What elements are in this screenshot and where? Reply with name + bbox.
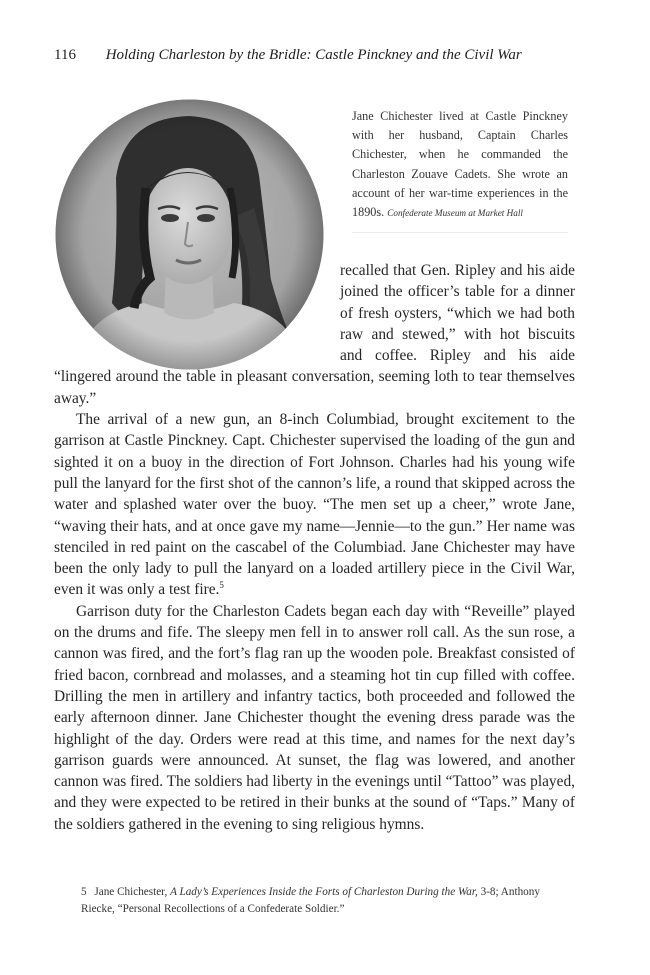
footnote-rest: 3-8; Anthony Riecke, “Personal Recollections of a Confederate Soldier.” xyxy=(81,886,540,915)
caption-text: Jane Chichester lived at Castle Pinckney with her husband, Captain Charles Chichester, when he commanded the Charleston Zouave Cadets. She wrote an account of her war-time experiences in the 1890s. xyxy=(352,109,568,220)
running-head xyxy=(54,47,554,64)
paragraph-2 xyxy=(54,409,575,601)
image-wrap-space xyxy=(54,260,340,366)
footnote xyxy=(81,884,551,918)
footnote-number: 5 xyxy=(81,886,87,898)
paragraph-1: recalled that Gen. Ripley and his aide joined the officer’s table for a dinner of fresh oysters, “which we had both raw and stewed,” with hot biscuits and coffee. Ripley and his aide “lingered around the table in pleasant conversation, seeming loth to tear themselves away.” xyxy=(54,262,575,407)
paragraph-3: Garrison duty for the Charleston Cadets began each day with “Reveille” played on the drums and fife. The sleepy men fell in to answer roll call. As the sun rose, a cannon was fired, and the fort’s flag ran up the wooden pole. Breakfast consisted of fried bacon, cornbread and molasses, and a steaming hot tin cup filled with coffee. Drilling the men in artillery and infantry tactics, both proceeded and followed the early afternoon dinner. Jane Chichester thought the evening dress parade was the highlight of the day. Orders were read at this time, and names for the next day’s garrison guards were announced. At sunset, the flag was lowered, and another cannon was fired. The soldiers had liberty in the evenings until “Tattoo” was played, and they were expected to be retired in their bunks at the sound of “Taps.” Many of the soldiers gathered in the evening to sing religious hymns. xyxy=(54,602,575,833)
caption-divider xyxy=(352,232,568,233)
caption-credit: Confederate Museum at Market Hall xyxy=(387,208,523,219)
footnote-title: A Lady’s Experiences Inside the Forts of Charleston During the War, xyxy=(170,886,478,898)
paragraph-2-text: The arrival of a new gun, an 8-inch Columbiad, brought excitement to the garrison at Castle Pinckney. Capt. Chichester supervised the loading of the gun and sighted it on a buoy in the direction of Fort Johnson. Charles had his young wife pull the lanyard for the first shot of the cannon’s life, a round that skipped across the water and splashed water over the buoy. “The men set up a cheer,” wrote Jane, “waving their hats, and at once gave my name—Jennie—to the gun.” Her name was stenciled in red paint on the cascabel of the Columbiad. Jane Chichester may have been the only lady to pull the lanyard on a loaded artillery piece in the Civil War, even it was only a test fire. xyxy=(54,411,575,599)
footnote-author: Jane Chichester, xyxy=(94,886,168,898)
book-title: Holding Charleston by the Bridle: Castle Pinckney and the Civil War xyxy=(105,47,522,63)
page-number: 116 xyxy=(54,47,76,63)
footnote-marker: 5 xyxy=(219,580,224,591)
figure-caption xyxy=(352,107,568,223)
body-text xyxy=(54,260,575,835)
